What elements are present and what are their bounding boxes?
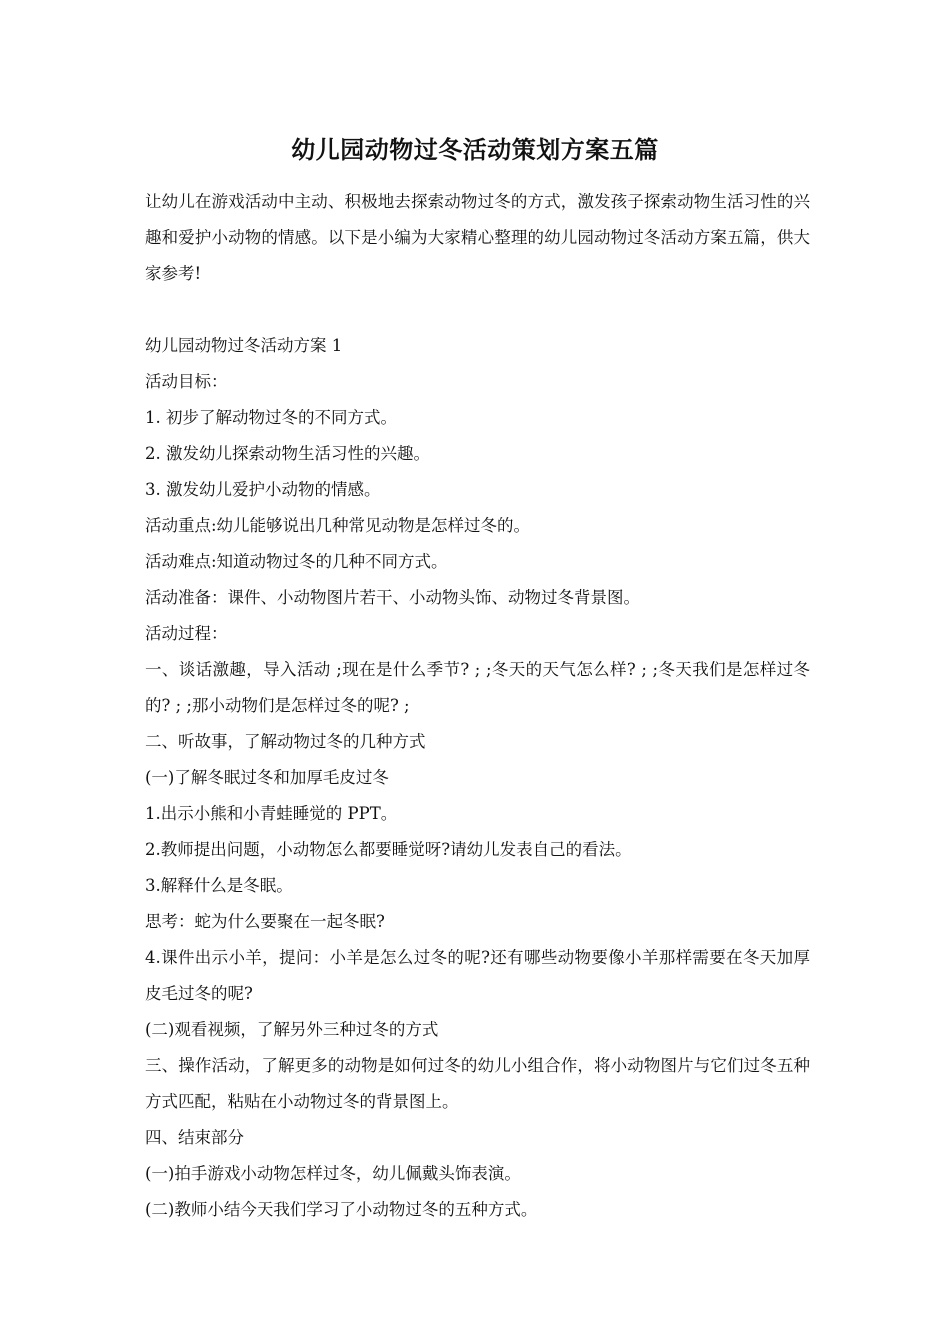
process-step: 四、结束部分 <box>145 1128 244 1147</box>
process-heading: 活动过程： <box>145 624 228 643</box>
process-substep: 4.课件出示小羊，提问：小羊是怎么过冬的呢?还有哪些动物要像小羊那样需要在冬天加厚皮毛过冬的呢? <box>145 948 810 1003</box>
document-title: 幼儿园动物过冬活动策划方案五篇 <box>291 135 659 164</box>
difficulty-line: 活动难点:知道动物过冬的几种不同方式。 <box>145 552 448 571</box>
process-step: 一、谈话激趣，导入活动 ;现在是什么季节? ; ;冬天的天气怎么样? ; ;冬天我们是怎样过冬的? ; ;那小动物们是怎样过冬的呢? ; <box>145 660 810 715</box>
preparation-line: 活动准备：课件、小动物图片若干、小动物头饰、动物过冬背景图。 <box>145 588 640 607</box>
document-body <box>145 328 810 1228</box>
process-substep: (二)教师小结今天我们学习了小动物过冬的五种方式。 <box>145 1200 538 1219</box>
key-point-line: 活动重点:幼儿能够说出几种常见动物是怎样过冬的。 <box>145 516 531 535</box>
process-substep: (一)拍手游戏小动物怎样过冬，幼儿佩戴头饰表演。 <box>145 1164 521 1183</box>
goal-item: 1. 初步了解动物过冬的不同方式。 <box>145 408 397 427</box>
process-substep: 3.解释什么是冬眠。 <box>145 876 293 895</box>
process-substep: 1.出示小熊和小青蛙睡觉的 PPT。 <box>145 804 398 823</box>
goal-item: 2. 激发幼儿探索动物生活习性的兴趣。 <box>145 444 430 463</box>
process-substep: (一)了解冬眠过冬和加厚毛皮过冬 <box>145 768 389 787</box>
process-step: 三、操作活动，了解更多的动物是如何过冬的幼儿小组合作，将小动物图片与它们过冬五种方式匹配，粘贴在小动物过冬的背景图上。 <box>145 1056 810 1111</box>
goals-heading: 活动目标： <box>145 372 228 391</box>
section-heading-plan-1: 幼儿园动物过冬活动方案 1 <box>145 336 343 355</box>
process-substep: 思考：蛇为什么要聚在一起冬眠? <box>145 912 385 931</box>
process-step: 二、听故事，了解动物过冬的几种方式 <box>145 732 426 751</box>
intro-paragraph: 让幼儿在游戏活动中主动、积极地去探索动物过冬的方式，激发孩子探索动物生活习性的兴趣和爱护小动物的情感。以下是小编为大家精心整理的幼儿园动物过冬活动方案五篇，供大家参考! <box>145 192 810 283</box>
goal-item: 3. 激发幼儿爱护小动物的情感。 <box>145 480 381 499</box>
process-substep: 2.教师提出问题，小动物怎么都要睡觉呀?请幼儿发表自己的看法。 <box>145 840 632 859</box>
process-substep: (二)观看视频，了解另外三种过冬的方式 <box>145 1020 439 1039</box>
